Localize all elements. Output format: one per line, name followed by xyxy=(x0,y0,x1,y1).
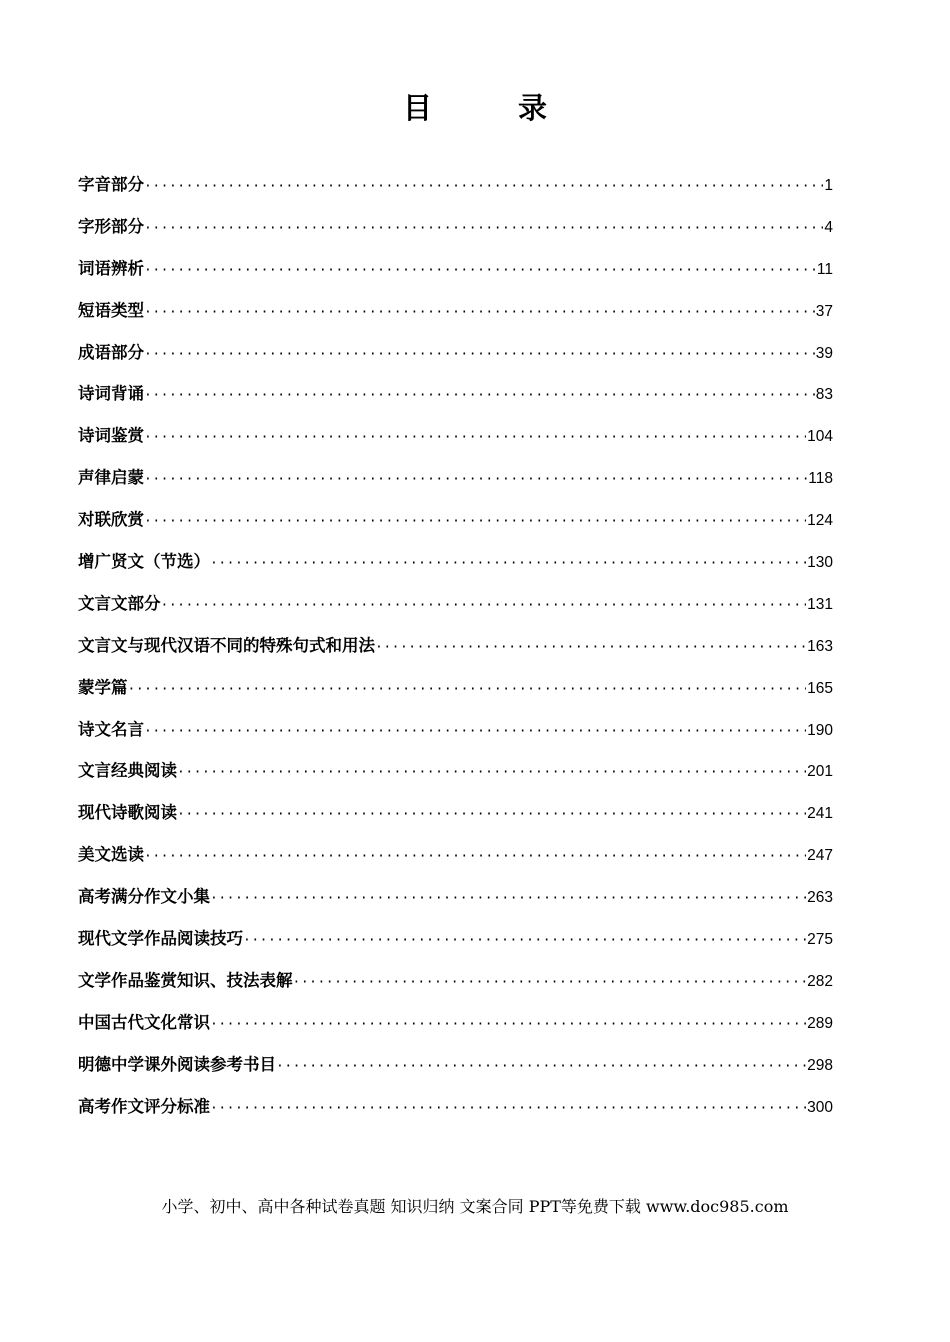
toc-dot-leader xyxy=(144,256,816,286)
table-of-contents xyxy=(78,170,833,1133)
toc-dot-leader xyxy=(128,675,807,705)
toc-entry[interactable] xyxy=(78,1092,833,1134)
toc-dot-leader xyxy=(144,172,823,202)
toc-entry-page-number: 190 xyxy=(807,721,833,739)
toc-dot-leader xyxy=(243,926,806,956)
toc-entry[interactable] xyxy=(78,673,833,715)
toc-entry-label: 现代诗歌阅读 xyxy=(78,803,177,823)
toc-entry-label: 声律启蒙 xyxy=(78,468,144,488)
toc-entry-page-number: 124 xyxy=(807,512,833,530)
toc-entry-page-number: 37 xyxy=(815,302,833,320)
toc-entry[interactable] xyxy=(78,547,833,589)
toc-entry-label: 明德中学课外阅读参考书目 xyxy=(78,1054,276,1074)
toc-entry-label: 诗文名言 xyxy=(78,719,144,739)
toc-entry[interactable] xyxy=(78,379,833,421)
toc-entry[interactable] xyxy=(78,966,833,1008)
toc-entry-page-number: 118 xyxy=(808,470,833,488)
toc-entry-page-number: 300 xyxy=(807,1098,833,1116)
toc-entry-page-number: 241 xyxy=(807,805,833,823)
toc-entry-label: 诗词鉴赏 xyxy=(78,426,144,446)
toc-entry[interactable] xyxy=(78,756,833,798)
toc-entry-page-number: 289 xyxy=(807,1014,833,1032)
toc-dot-leader xyxy=(144,381,815,411)
toc-entry[interactable] xyxy=(78,715,833,757)
toc-entry-label: 文言文部分 xyxy=(78,593,161,613)
toc-entry-label: 字形部分 xyxy=(78,216,144,236)
toc-dot-leader xyxy=(177,758,806,788)
toc-entry-label: 成语部分 xyxy=(78,342,144,362)
toc-entry-label: 蒙学篇 xyxy=(78,677,128,697)
toc-entry-label: 短语类型 xyxy=(78,300,144,320)
toc-entry-page-number: 282 xyxy=(807,972,833,990)
toc-entry-page-number: 39 xyxy=(815,344,833,362)
toc-dot-leader xyxy=(144,423,806,453)
page-footer: 小学、初中、高中各种试卷真题 知识归纳 文案合同 PPT等免费下载 www.doc985.com xyxy=(161,1197,789,1216)
toc-entry[interactable] xyxy=(78,338,833,380)
toc-entry-page-number: 247 xyxy=(807,847,833,865)
toc-entry[interactable] xyxy=(78,296,833,338)
toc-dot-leader xyxy=(210,1010,806,1040)
toc-dot-leader xyxy=(210,1094,806,1124)
toc-entry-label: 诗词背诵 xyxy=(78,384,144,404)
toc-entry-label: 中国古代文化常识 xyxy=(78,1012,210,1032)
toc-dot-leader xyxy=(144,717,806,747)
toc-dot-leader xyxy=(144,340,815,370)
toc-entry[interactable] xyxy=(78,840,833,882)
toc-entry-page-number: 263 xyxy=(807,889,833,907)
toc-entry-label: 文学作品鉴赏知识、技法表解 xyxy=(78,970,293,990)
toc-dot-leader xyxy=(144,214,823,244)
toc-entry-page-number: 11 xyxy=(816,260,833,278)
toc-entry-page-number: 298 xyxy=(807,1056,833,1074)
toc-entry[interactable] xyxy=(78,1008,833,1050)
toc-entry-page-number: 130 xyxy=(807,554,833,572)
toc-entry-page-number: 83 xyxy=(815,386,833,404)
toc-entry[interactable] xyxy=(78,1050,833,1092)
toc-entry-page-number: 4 xyxy=(824,218,833,236)
toc-entry[interactable] xyxy=(78,170,833,212)
toc-entry[interactable] xyxy=(78,631,833,673)
toc-entry-page-number: 275 xyxy=(807,931,833,949)
toc-entry-page-number: 201 xyxy=(807,763,833,781)
toc-entry-label: 高考作文评分标准 xyxy=(78,1096,210,1116)
toc-dot-leader xyxy=(161,591,807,621)
toc-entry-label: 文言经典阅读 xyxy=(78,761,177,781)
toc-entry[interactable] xyxy=(78,463,833,505)
toc-dot-leader xyxy=(210,884,806,914)
toc-entry[interactable] xyxy=(78,924,833,966)
toc-entry-label: 美文选读 xyxy=(78,845,144,865)
toc-entry[interactable] xyxy=(78,882,833,924)
toc-entry-page-number: 1 xyxy=(824,177,833,194)
toc-entry-page-number: 131 xyxy=(807,595,833,613)
page-title: 目 录 xyxy=(402,91,586,125)
toc-entry[interactable] xyxy=(78,212,833,254)
toc-entry-label: 文言文与现代汉语不同的特殊句式和用法 xyxy=(78,635,375,655)
toc-dot-leader xyxy=(144,465,807,495)
toc-dot-leader xyxy=(144,507,806,537)
toc-entry-page-number: 163 xyxy=(807,637,833,655)
toc-entry-page-number: 104 xyxy=(807,428,833,446)
toc-entry-label: 词语辨析 xyxy=(78,258,144,278)
toc-dot-leader xyxy=(276,1052,806,1082)
toc-dot-leader xyxy=(293,968,807,998)
toc-entry[interactable] xyxy=(78,505,833,547)
toc-entry-label: 字音部分 xyxy=(78,175,144,194)
toc-entry-page-number: 165 xyxy=(807,679,833,697)
toc-entry-label: 现代文学作品阅读技巧 xyxy=(78,929,243,949)
toc-entry-label: 高考满分作文小集 xyxy=(78,887,210,907)
toc-dot-leader xyxy=(177,800,806,830)
toc-dot-leader xyxy=(144,842,806,872)
toc-dot-leader xyxy=(144,298,815,328)
toc-entry-label: 增广贤文（节选） xyxy=(78,552,210,572)
toc-entry[interactable] xyxy=(78,254,833,296)
toc-entry[interactable] xyxy=(78,421,833,463)
toc-entry-label: 对联欣赏 xyxy=(78,510,144,530)
toc-entry[interactable] xyxy=(78,589,833,631)
toc-entry[interactable] xyxy=(78,798,833,840)
toc-dot-leader xyxy=(210,549,806,579)
toc-dot-leader xyxy=(375,633,806,663)
